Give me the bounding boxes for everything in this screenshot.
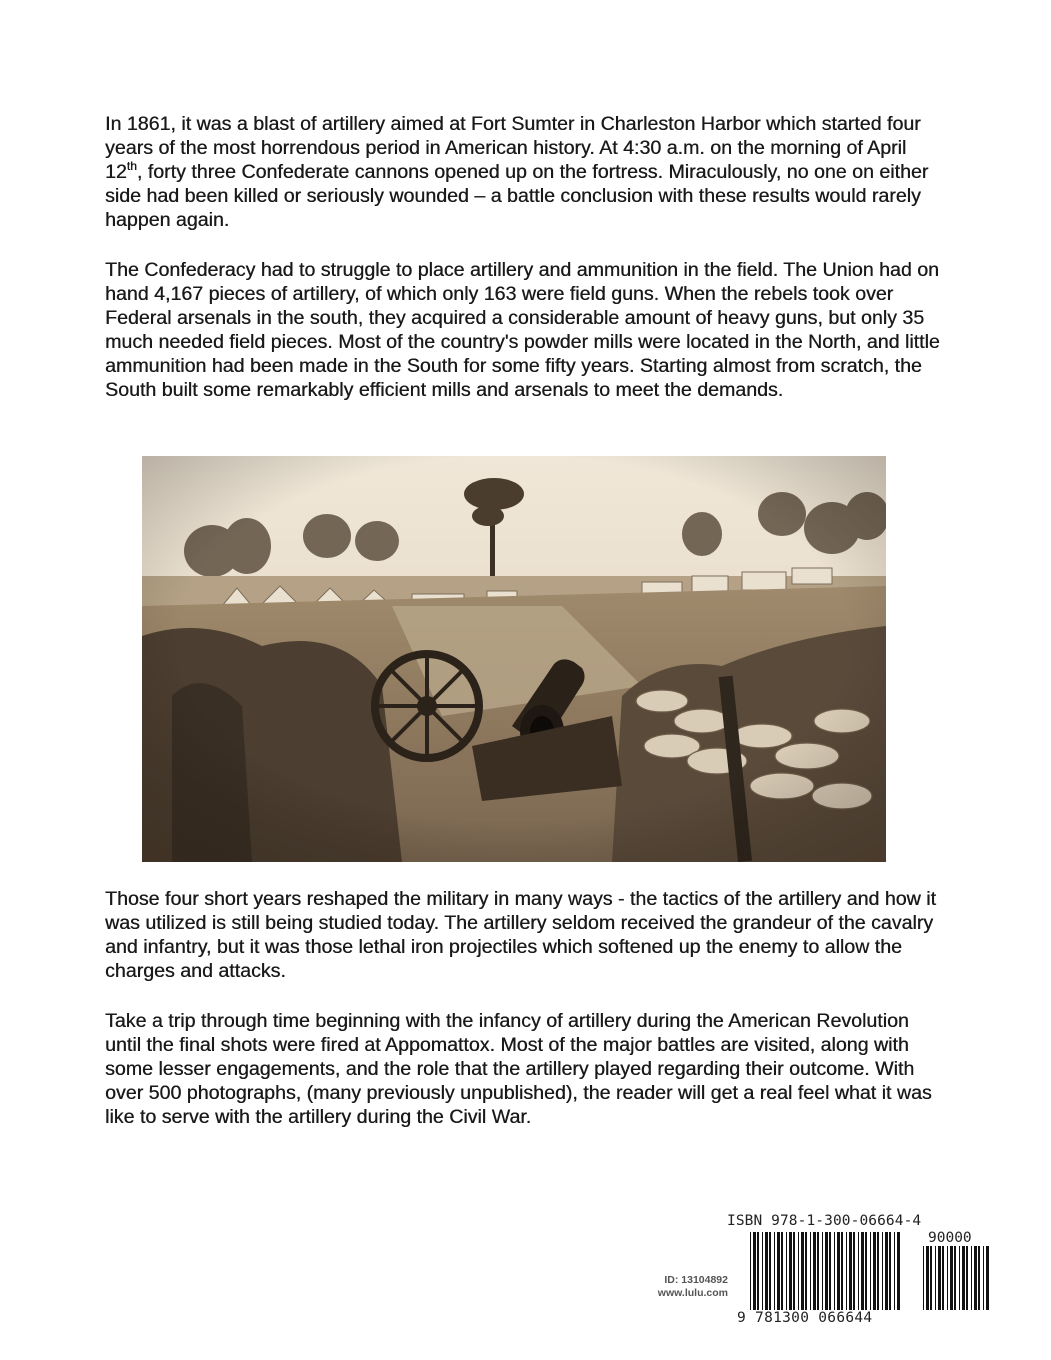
legacy-paragraph: Those four short years reshaped the military in many ways - the tactics of the artillery and how it was utilized is still being studied today. The artillery seldom received the grandeur of the cavalry and infantry, but it was those lethal iron projectiles which softened up the enemy to allow the charges and attacks. [105,888,936,982]
ordinal-suffix: th [126,159,137,173]
civil-war-cannon-photo [142,456,886,862]
lulu-id-label: ID: 13104892 [664,1274,728,1286]
isbn-barcode [740,1232,990,1314]
intro-paragraph [105,112,945,232]
isbn-label: ISBN 978-1-300-06664-4 [727,1213,922,1229]
confederacy-paragraph: The Confederacy had to struggle to place artillery and ammunition in the field. The Union had on hand 4,167 pieces of artillery, of which only 163 were field guns. When the rebels took over Federal arsenals in the south, they acquired a considerable amount of heavy guns, but only 35 much needed field pieces. Most of the country's powder mills were located in the North, and little ammunition had been made in the South for some fifty years. Starting almost from scratch, the South built some remarkably efficient mills and arsenals to meet the demands. [105,259,940,401]
intro-text-a: In 1861, it was a blast of artillery aimed at Fort Sumter in Charleston Harbor which started four years of the most horrendous period in American history. At 4:30 a.m. on the morning of April 12 [105,113,921,183]
intro-text-b: , forty three Confederate cannons opened up on the fortress. Miraculously, no one on either side had been killed or seriously wounded – a battle conclusion with these results would rarely happen again. [105,161,929,231]
lulu-url-label: www.lulu.com [657,1287,728,1299]
book-summary-paragraph: Take a trip through time beginning with the infancy of artillery during the American Revolution until the final shots were fired at Appomattox. Most of the major battles are visited, along with some lesser engagements, and the role that the artillery played regarding their outcome. With over 500 photographs, (many previously unpublished), the reader will get a real feel what it was like to serve with the artillery during the Civil War. [105,1010,932,1128]
barcode-digits: 9 781300 066644 [737,1310,873,1326]
barcode-addon-price: 90000 [928,1230,972,1246]
